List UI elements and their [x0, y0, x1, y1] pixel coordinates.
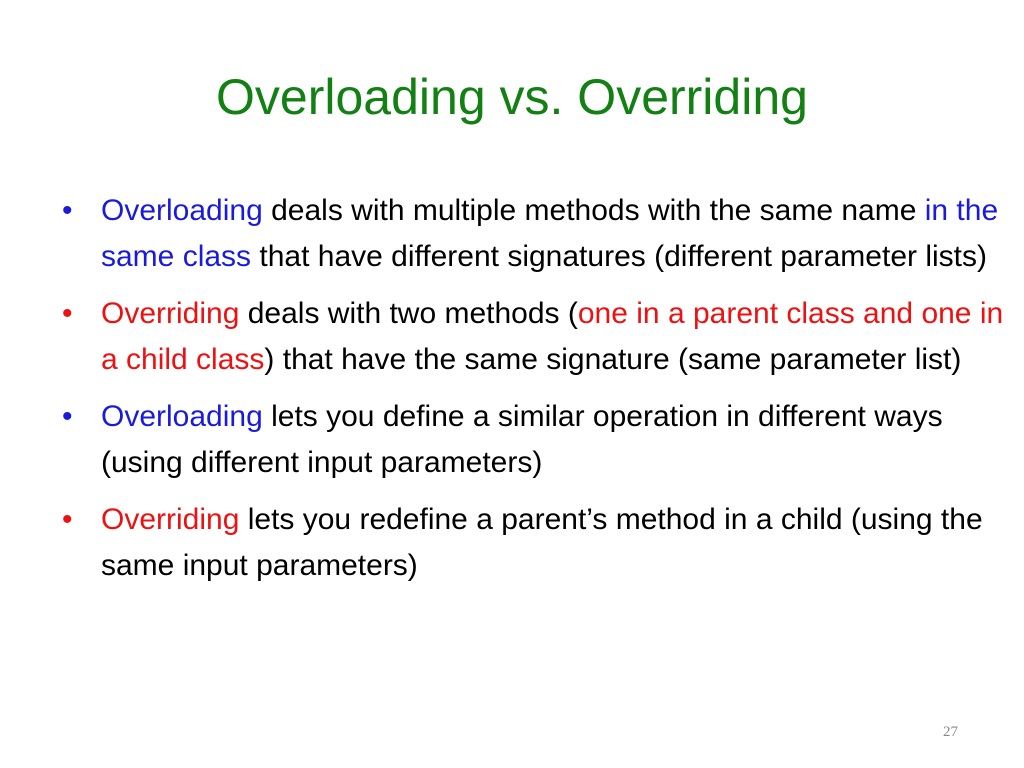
bullet-text	[101, 503, 983, 582]
slide-number: 27	[943, 724, 958, 740]
keyword-overriding: Overriding	[101, 503, 240, 536]
bullet-text	[101, 194, 998, 273]
bullet-segment: deals with two methods (	[239, 297, 578, 330]
bullet-item-overriding-purpose	[62, 497, 1012, 589]
bullet-dot: •	[62, 503, 73, 536]
bullet-segment: lets you redefine a parent’s method in a child (using the same input parameters)	[101, 503, 983, 582]
bullet-dot: •	[62, 194, 73, 227]
keyword-overloading: Overloading	[101, 400, 263, 433]
bullet-item-overloading-definition	[62, 188, 1012, 280]
bullet-dot: •	[62, 400, 73, 433]
bullet-text	[101, 297, 1003, 376]
bullet-segment: that have different signatures (different parameter lists)	[251, 240, 987, 273]
bullet-text	[101, 400, 943, 479]
bullet-segment: ) that have the same signature (same parameter list)	[264, 343, 962, 376]
bullet-dot: •	[62, 297, 73, 330]
keyword-overriding: Overriding	[101, 297, 240, 330]
bullet-item-overriding-definition	[62, 291, 1012, 383]
bullet-item-overloading-purpose	[62, 394, 1012, 486]
bullet-segment: deals with multiple methods with the same name	[262, 194, 925, 227]
bullet-list	[62, 188, 1012, 600]
bullet-segment: lets you define a similar operation in different ways (using different input parameters)	[101, 400, 943, 479]
highlight-same-class: in the same class	[101, 194, 999, 273]
highlight-parent-child-class: one in a parent class and one in a child class	[101, 297, 1004, 376]
keyword-overloading: Overloading	[101, 194, 263, 227]
slide-title: Overloading vs. Overriding	[216, 69, 808, 125]
